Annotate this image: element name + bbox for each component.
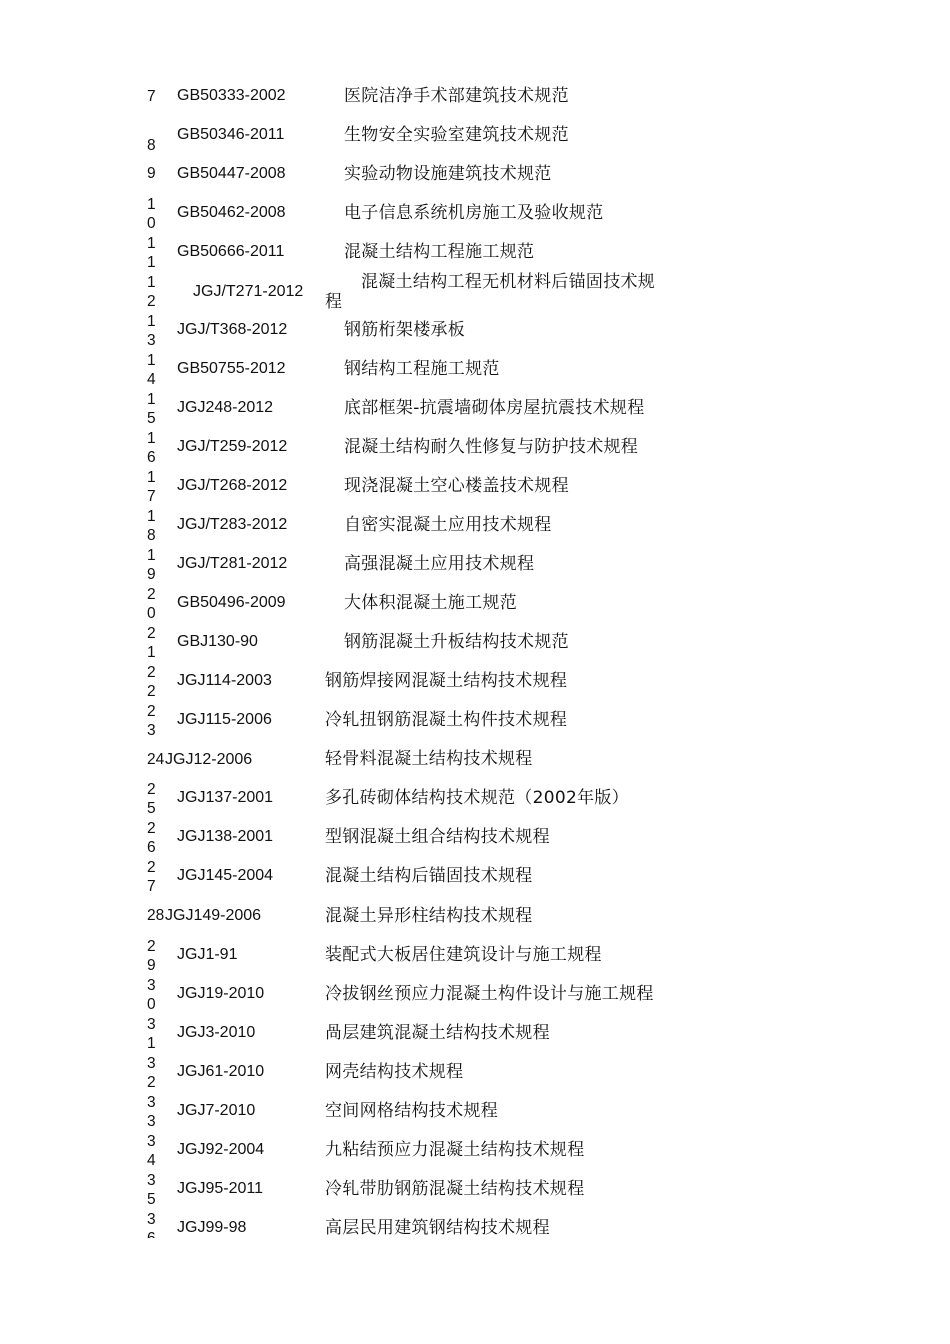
row-number <box>147 195 159 233</box>
list-item <box>0 430 950 476</box>
row-number-digit: 2 <box>147 820 156 837</box>
row-number-digit: 5 <box>147 1191 156 1208</box>
standard-title: 空间网格结构技术规程 <box>325 1101 498 1121</box>
row-number-digit: 1 <box>147 469 156 486</box>
standard-title: 钢筋混凝土升板结构技术规范 <box>344 632 569 652</box>
list-item <box>0 313 950 359</box>
list-item <box>0 1172 950 1218</box>
row-number-digit: 2 <box>147 683 156 700</box>
standard-title: 电子信息系统机房施工及验收规范 <box>344 203 604 223</box>
list-item <box>0 272 950 320</box>
list-item <box>0 859 950 905</box>
row-number <box>147 780 159 818</box>
row-number <box>147 1171 159 1209</box>
row-number-digit: 3 <box>147 1172 156 1189</box>
standard-code: JGJ138-2001 <box>177 828 274 845</box>
row-number-digit: 8 <box>147 527 156 544</box>
list-item <box>0 977 950 1023</box>
standard-title: 轻骨料混凝土结构技术规程 <box>325 749 533 769</box>
row-number-digit: 1 <box>147 235 156 252</box>
row-number-digit: 2 <box>147 859 156 876</box>
standard-title: 冷轧带肋钢筋混凝土结构技术规程 <box>325 1179 585 1199</box>
list-item <box>0 469 950 515</box>
standard-title: 钢筋桁架楼承板 <box>344 320 466 340</box>
standard-code: JGJ/T368-2012 <box>177 321 288 338</box>
list-item <box>0 625 950 671</box>
standard-title: 高强混凝土应用技术规程 <box>344 554 535 574</box>
standard-code: JGJ92-2004 <box>177 1141 265 1158</box>
row-number: 7 <box>147 88 156 105</box>
row-number <box>147 585 159 623</box>
standard-code: JGJ/T283-2012 <box>177 516 288 533</box>
standard-title: 混凝土结构工程无机材料后锚固技术规 <box>361 272 656 292</box>
standard-code: JGJ149-2006 <box>165 907 262 924</box>
row-number-digit: 3 <box>147 977 156 994</box>
standard-code: GB50333-2002 <box>177 87 286 104</box>
standard-code: JGJ/T281-2012 <box>177 555 288 572</box>
standard-code: JGJ248-2012 <box>177 399 274 416</box>
row-number <box>147 468 159 506</box>
row-number-digit: 2 <box>147 586 156 603</box>
standard-title: 九粘结预应力混凝土结构技术规程 <box>325 1140 585 1160</box>
standard-code: JGJ95-2011 <box>177 1180 263 1197</box>
row-number-digit: 6 <box>147 449 156 466</box>
row-number-digit: 1 <box>147 508 156 525</box>
list-item <box>0 1094 950 1140</box>
standard-title: 自密实混凝土应用技术规程 <box>344 515 552 535</box>
row-number <box>147 937 159 975</box>
row-number-digit: 7 <box>147 488 156 505</box>
standard-code: JGJ3-2010 <box>177 1024 256 1041</box>
standard-title: 现浇混凝土空心楼盖技术规程 <box>344 476 569 496</box>
list-item <box>0 586 950 632</box>
row-number-digit: 0 <box>147 996 156 1013</box>
row-number: 24 <box>147 751 165 768</box>
list-item <box>0 1133 950 1179</box>
row-number <box>147 546 159 584</box>
row-number-digit: 3 <box>147 1016 156 1033</box>
row-number <box>147 702 159 740</box>
row-number-digit: 3 <box>147 332 156 349</box>
standard-code: JGJ/T271-2012 <box>193 283 304 300</box>
row-number-digit: 2 <box>147 625 156 642</box>
standard-title: 混凝土结构工程施工规范 <box>344 242 535 262</box>
row-number <box>147 1015 159 1053</box>
list-item <box>0 86 950 125</box>
list-item <box>0 164 950 203</box>
row-number-digit: 1 <box>147 196 156 213</box>
standard-code: JGJ99-98 <box>177 1219 247 1236</box>
row-number-digit: 3 <box>147 1055 156 1072</box>
row-number-digit: 2 <box>147 293 156 310</box>
standard-title: 混凝土异形柱结构技术规程 <box>325 906 533 926</box>
row-number-digit: 0 <box>147 215 156 232</box>
row-number <box>147 312 159 350</box>
row-number-digit: 4 <box>147 1152 156 1169</box>
row-number-digit: 9 <box>147 566 156 583</box>
standard-code: GB50447-2008 <box>177 165 286 182</box>
row-number: 28 <box>147 907 165 924</box>
standard-title: 医院洁净手术部建筑技术规范 <box>344 86 569 106</box>
standard-code: JGJ7-2010 <box>177 1102 256 1119</box>
row-number-digit: 3 <box>147 1113 156 1130</box>
row-number <box>147 624 159 662</box>
row-number <box>147 234 159 272</box>
standard-title: 底部框架-抗震墙砌体房屋抗震技术规程 <box>344 398 645 418</box>
page-bottom-margin <box>0 1238 950 1344</box>
standard-code: JGJ145-2004 <box>177 867 274 884</box>
row-number-digit: 1 <box>147 1035 156 1052</box>
standard-code: JGJ/T268-2012 <box>177 477 288 494</box>
standard-code: GB50496-2009 <box>177 594 286 611</box>
standard-title: 混凝土结构耐久性修复与防护技术规程 <box>344 437 639 457</box>
row-number-digit: 1 <box>147 313 156 330</box>
standard-code: GB50346-2011 <box>177 126 285 143</box>
row-number-digit: 0 <box>147 605 156 622</box>
row-number <box>147 390 159 428</box>
row-number-digit: 1 <box>147 547 156 564</box>
row-number-digit: 3 <box>147 1211 156 1228</box>
row-number: 9 <box>147 165 156 182</box>
row-number-digit: 9 <box>147 957 156 974</box>
standard-code: GB50462-2008 <box>177 204 286 221</box>
row-number <box>147 819 159 857</box>
row-number-digit: 3 <box>147 1094 156 1111</box>
row-number <box>147 858 159 896</box>
row-number-digit: 4 <box>147 371 156 388</box>
standard-title: 混凝土结构后锚固技术规程 <box>325 866 533 886</box>
row-number-digit: 1 <box>147 274 156 291</box>
standard-title: 生物安全实验室建筑技术规范 <box>344 125 569 145</box>
row-number-digit: 1 <box>147 352 156 369</box>
list-item <box>0 906 950 945</box>
row-number-digit: 2 <box>147 781 156 798</box>
standard-title: 钢筋焊接网混凝土结构技术规程 <box>325 671 568 691</box>
row-number-digit: 5 <box>147 800 156 817</box>
standard-title-wrap: 程 <box>325 292 342 312</box>
standard-code: JGJ114-2003 <box>177 672 272 689</box>
row-number <box>147 663 159 701</box>
standard-code: GB50755-2012 <box>177 360 286 377</box>
standard-code: JGJ115-2006 <box>177 711 272 728</box>
row-number-digit: 7 <box>147 878 156 895</box>
standard-title: 型钢混凝土组合结构技术规程 <box>325 827 550 847</box>
standard-title: 钢结构工程施工规范 <box>344 359 500 379</box>
standard-code: JGJ19-2010 <box>177 985 265 1002</box>
list-item <box>0 508 950 554</box>
list-item <box>0 196 950 242</box>
list-item <box>0 391 950 437</box>
standard-title: 高层民用建筑钢结构技术规程 <box>325 1218 550 1238</box>
standard-code: JGJ1-91 <box>177 946 238 963</box>
row-number-digit: 1 <box>147 430 156 447</box>
row-number <box>147 976 159 1014</box>
standard-title: 网壳结构技术规程 <box>325 1062 464 1082</box>
standard-title: 多孔砖砌体结构技术规范（2002年版） <box>325 788 629 808</box>
row-number-digit: 1 <box>147 644 156 661</box>
row-number <box>147 429 159 467</box>
list-item <box>0 938 950 984</box>
list-item <box>0 547 950 593</box>
list-item <box>0 352 950 398</box>
list-item <box>0 781 950 827</box>
standard-title: 冷拔钢丝预应力混凝土构件设计与施工规程 <box>325 984 654 1004</box>
row-number <box>147 1054 159 1092</box>
standard-title: 大体积混凝土施工规范 <box>344 593 517 613</box>
standard-code: GB50666-2011 <box>177 243 285 260</box>
row-number-digit: 1 <box>147 391 156 408</box>
list-item <box>0 1016 950 1062</box>
row-number-digit: 3 <box>147 722 156 739</box>
row-number-digit: 5 <box>147 410 156 427</box>
row-number <box>147 507 159 545</box>
list-item <box>0 749 950 788</box>
row-number-digit: 1 <box>147 254 156 271</box>
standard-code: JGJ12-2006 <box>165 751 253 768</box>
list-item <box>0 703 950 749</box>
row-number-digit: 2 <box>147 1074 156 1091</box>
standard-title: 实验动物设施建筑技术规范 <box>344 164 552 184</box>
row-number-digit: 6 <box>147 839 156 856</box>
standard-code: JGJ/T259-2012 <box>177 438 288 455</box>
list-item <box>0 820 950 866</box>
list-item <box>0 1055 950 1101</box>
standard-title: 咼层建筑混凝土结构技术规程 <box>325 1023 550 1043</box>
row-number-digit: 2 <box>147 664 156 681</box>
row-number <box>147 1132 159 1170</box>
row-number <box>147 273 159 311</box>
standard-code: JGJ61-2010 <box>177 1063 265 1080</box>
standard-title: 装配式大板居住建筑设计与施工规程 <box>325 945 602 965</box>
row-number <box>147 1093 159 1131</box>
row-number: 8 <box>147 137 156 154</box>
list-item <box>0 125 950 164</box>
row-number-digit: 2 <box>147 938 156 955</box>
standard-code: GBJ130-90 <box>177 633 258 650</box>
row-number <box>147 351 159 389</box>
row-number-digit: 2 <box>147 703 156 720</box>
list-item <box>0 664 950 710</box>
standard-code: JGJ137-2001 <box>177 789 274 806</box>
row-number-digit: 3 <box>147 1133 156 1150</box>
standard-title: 冷轧扭钢筋混凝土构件技术规程 <box>325 710 568 730</box>
